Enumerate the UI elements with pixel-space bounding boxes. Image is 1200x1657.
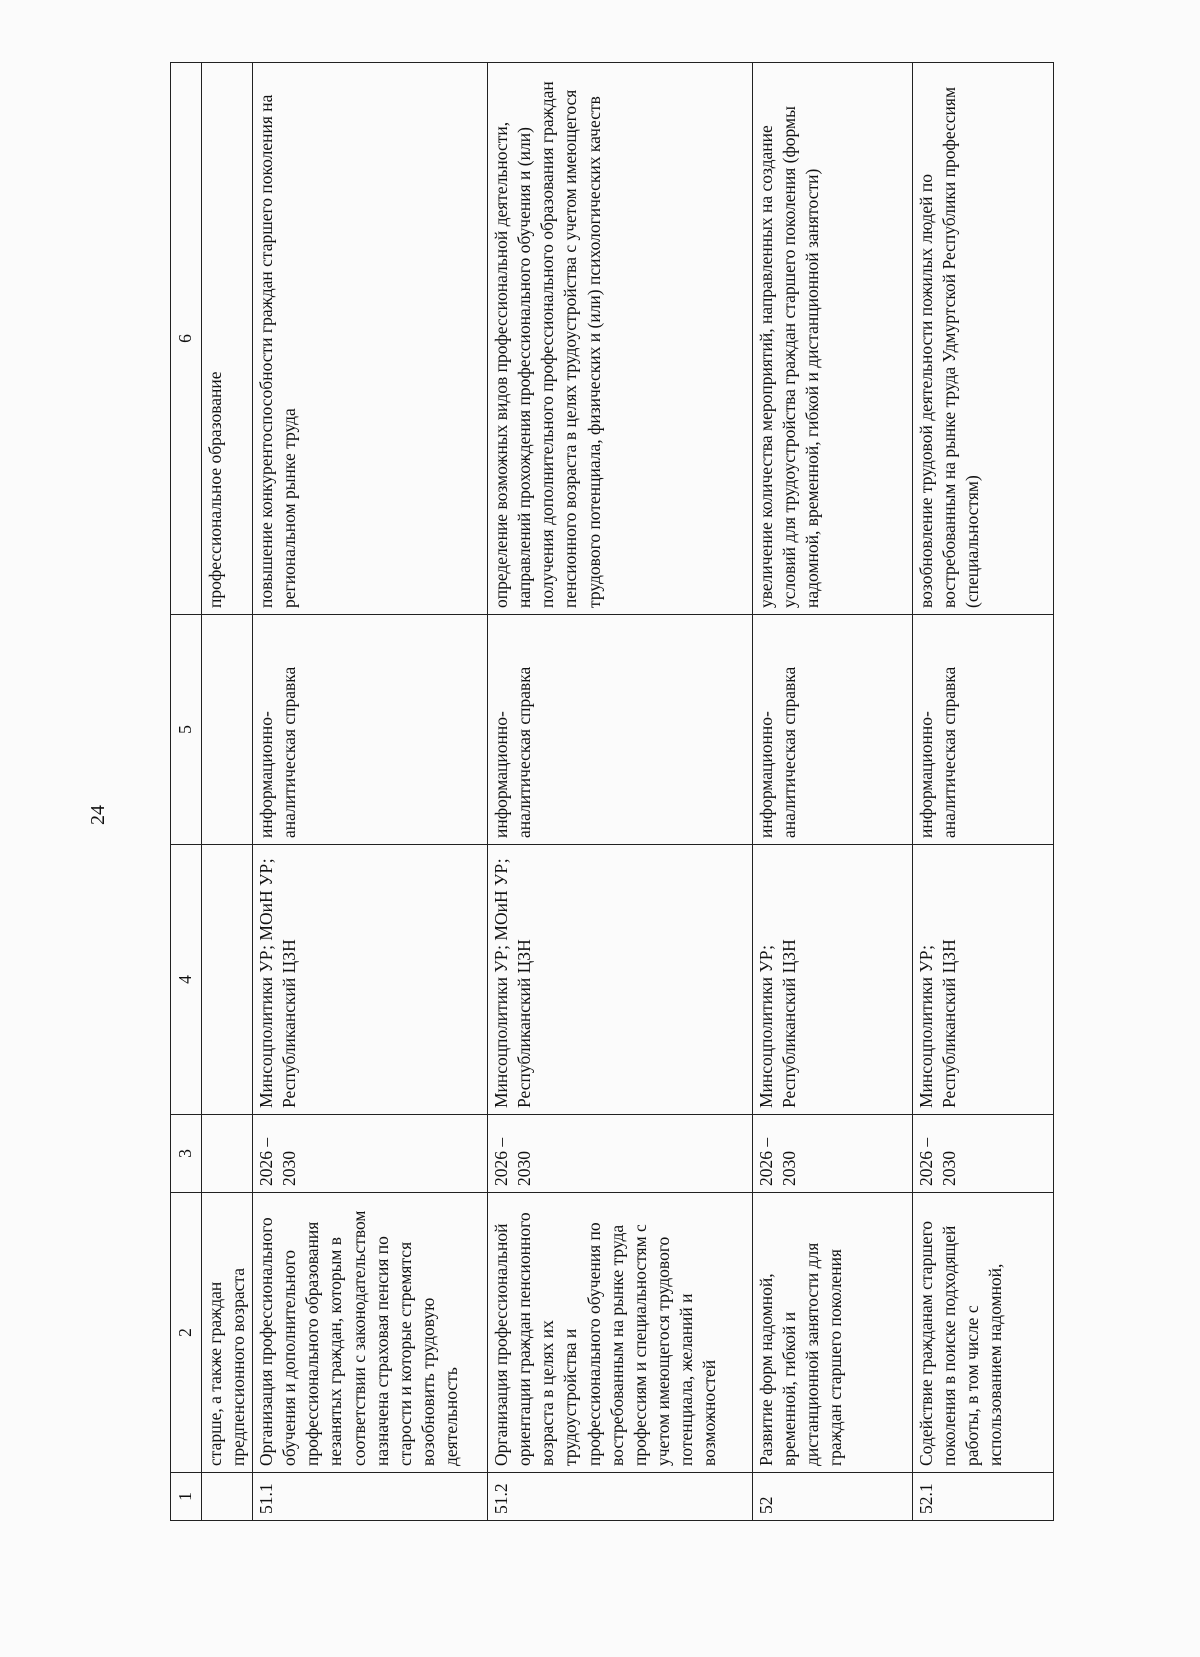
cell-period: 2026 – 2030	[253, 1115, 488, 1193]
cell-num: 52	[753, 1473, 913, 1521]
cell-executors: Минсоцполитики УР; Республиканский ЦЗН	[913, 845, 1054, 1115]
header-col-6: 6	[171, 63, 202, 615]
table-row	[753, 63, 913, 1521]
cell-executors: Минсоцполитики УР; Республиканский ЦЗН	[753, 845, 913, 1115]
table-row	[913, 63, 1054, 1521]
header-col-5: 5	[171, 615, 202, 845]
cell-report: информационно-аналитическая справка	[253, 615, 488, 845]
cell-executors	[202, 845, 253, 1115]
cell-event: Содействие гражданам старшего поколения в поиске подходящей работы, в том числе с использованием надомной,	[913, 1193, 1054, 1473]
cell-event: старше, а также граждан предпенсионного возраста	[202, 1193, 253, 1473]
header-col-1: 1	[171, 1473, 202, 1521]
cell-num: 52.1	[913, 1473, 1054, 1521]
cell-num: 51.2	[488, 1473, 753, 1521]
cell-result: повышение конкурентоспособности граждан старшего поколения на региональном рынке труда	[253, 63, 488, 615]
cell-event: Организация профессионального обучения и дополнительного профессионального образования незанятых граждан, которым в соответствии с законодательством назначена страховая пенсия по старости и которые стремятся возобновить трудовую деятельность	[253, 1193, 488, 1473]
page-number: 24	[87, 805, 109, 825]
cell-period: 2026 – 2030	[488, 1115, 753, 1193]
header-col-4: 4	[171, 845, 202, 1115]
cell-num	[202, 1473, 253, 1521]
cell-executors: Минсоцполитики УР; МОиН УР; Республиканский ЦЗН	[488, 845, 753, 1115]
cell-num: 51.1	[253, 1473, 488, 1521]
header-row	[171, 63, 202, 1521]
cell-result: определение возможных видов профессиональной деятельности, направлений прохождения профессионального обучения и (или) получения дополнительного профессионального образования граждан пенсионного возраста в целях трудоустройства с учетом имеющегося трудового потенциала, физических и (или) психологических качеств	[488, 63, 753, 615]
rotated-table-container	[170, 63, 1054, 1521]
cell-period	[202, 1115, 253, 1193]
cell-executors: Минсоцполитики УР; МОиН УР; Республиканский ЦЗН	[253, 845, 488, 1115]
cell-report	[202, 615, 253, 845]
cell-report: информационно-аналитическая справка	[913, 615, 1054, 845]
cell-report: информационно-аналитическая справка	[753, 615, 913, 845]
header-col-3: 3	[171, 1115, 202, 1193]
cell-period: 2026 – 2030	[913, 1115, 1054, 1193]
table-row	[202, 63, 253, 1521]
cell-report: информационно-аналитическая справка	[488, 615, 753, 845]
header-col-2: 2	[171, 1193, 202, 1473]
table-row	[253, 63, 488, 1521]
cell-event: Развитие форм надомной, временной, гибкой и дистанционной занятости для граждан старшего поколения	[753, 1193, 913, 1473]
cell-result: увеличение количества мероприятий, направленных на создание условий для трудоустройства граждан старшего поколения (формы надомной, временной, гибкой и дистанционной занятости)	[753, 63, 913, 615]
cell-event: Организация профессиональной ориентации граждан пенсионного возраста в целях их трудоустройства и профессионального обучения по востребованным на рынке труда профессиям и специальностям с учетом имеющегося трудового потенциала, желаний и возможностей	[488, 1193, 753, 1473]
cell-result: профессиональное образование	[202, 63, 253, 615]
table-row	[488, 63, 753, 1521]
cell-period: 2026 – 2030	[753, 1115, 913, 1193]
cell-result: возобновление трудовой деятельности пожилых людей по востребованным на рынке труда Удмуртской Республики профессиям (специальностям)	[913, 63, 1054, 615]
action-plan-table	[170, 62, 1054, 1521]
